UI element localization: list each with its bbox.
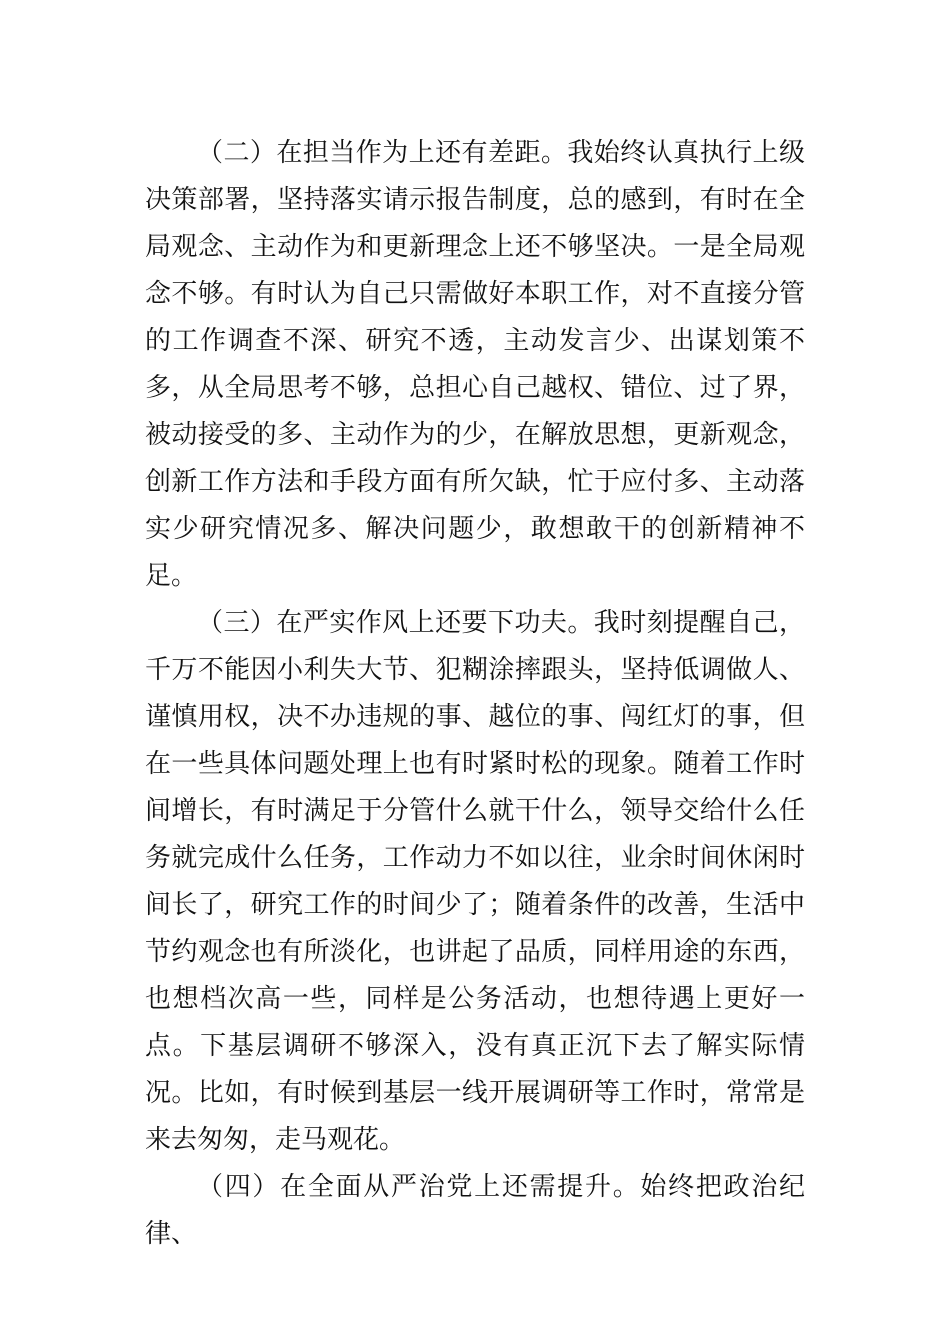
paragraph-3: （三）在严实作风上还要下功夫。我时刻提醒自己，千万不能因小利失大节、犯糊涂摔跟头，坚持低调做人、谨慎用权，决不办违规的事、越位的事、闯红灯的事，但在一些具体问题处理上也有时紧时松的现象。随着工作时间增长，有时满足于分管什么就干什么，领导交给什么任务就完成什么任务，工作动力不如以往，业余时间休闲时间长了，研究工作的时间少了；随着条件的改善，生活中节约观念也有所淡化，也讲起了品质，同样用途的东西，也想档次高一些，同样是公务活动，也想待遇上更好一点。下基层调研不够深入，没有真正沉下去了解实际情况。比如，有时候到基层一线开展调研等工作时，常常是来去匆匆，走马观花。 [145,608,805,1155]
document-page [145,130,805,1258]
paragraph-2: （二）在担当作为上还有差距。我始终认真执行上级决策部署，坚持落实请示报告制度，总的感到，有时在全局观念、主动作为和更新理念上还不够坚决。一是全局观念不够。有时认为自己只需做好本职工作，对不直接分管的工作调查不深、研究不透，主动发言少、出谋划策不多，从全局思考不够，总担心自己越权、错位、过了界，被动接受的多、主动作为的少，在解放思想，更新观念，创新工作方法和手段方面有所欠缺，忙于应付多、主动落实少研究情况多、解决问题少，敢想敢干的创新精神不足。 [145,138,805,591]
paragraph-4: （四）在全面从严治党上还需提升。始终把政治纪律、 [145,1172,805,1249]
